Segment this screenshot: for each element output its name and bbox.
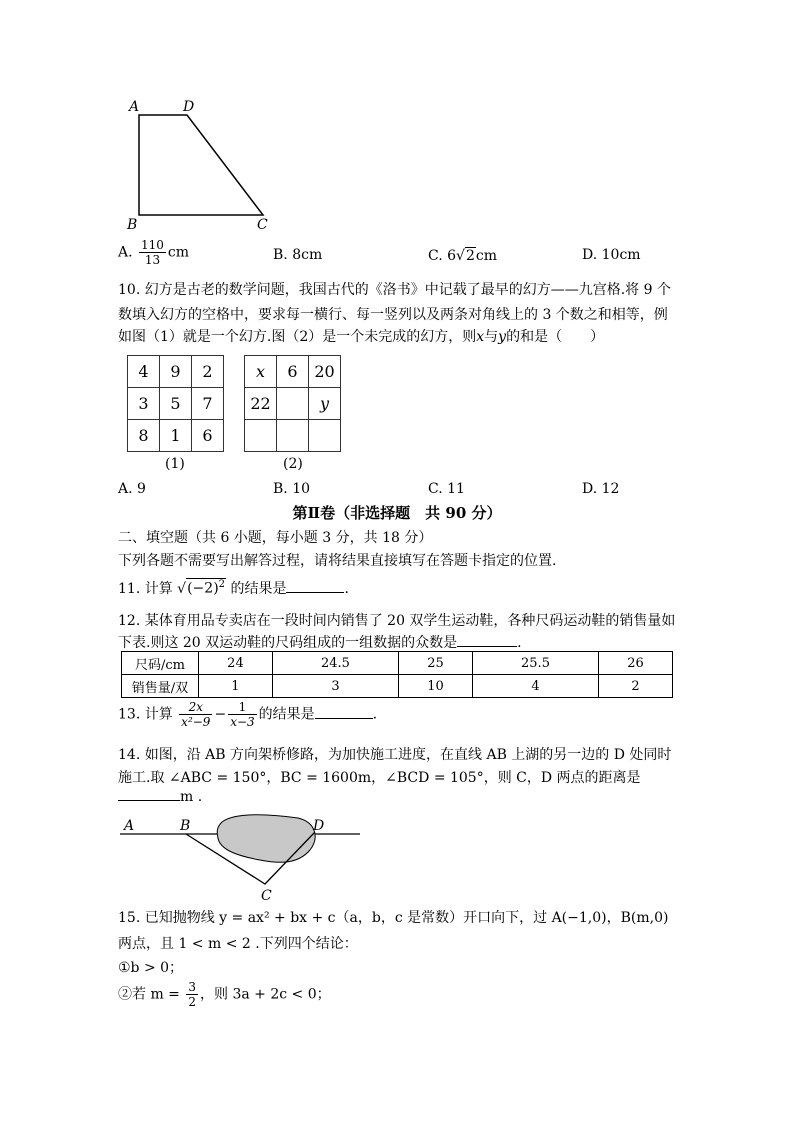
table-row: 尺码/cm 24 24.5 25 25.5 26 — [122, 652, 673, 675]
q11-answer-blank[interactable] — [286, 592, 344, 593]
fig14-label-a: A — [124, 818, 135, 834]
q9-option-a[interactable]: A. $\frac{110}{13}$ cm — [118, 238, 190, 267]
fig14-label-d: D — [313, 818, 325, 834]
q14-lake-figure — [120, 812, 370, 904]
label-c: C — [257, 217, 268, 233]
q9-option-d[interactable]: D. 10cm — [582, 247, 641, 263]
q15-line2: 两点，且 1 < m < 2 .下列四个结论： — [118, 936, 358, 952]
q12-line1: 12. 某体育用品专卖店在一段时间内销售了 20 双学生运动鞋，各种尺码运动鞋的销售量如 — [118, 613, 676, 629]
q9-option-b[interactable]: B. 8cm — [273, 247, 323, 263]
grid2-caption: (2) — [283, 456, 303, 472]
q10-line2: 数填入幻方的空格中，要求每一横行、每一竖列以及两条对角线上的 3 个数之和相等，例 — [118, 307, 668, 323]
q14-line2: 施工.取 ∠ABC = 150°，BC = 1600m，∠BCD = 105°，则 C，D 两点的距离是 — [118, 770, 641, 786]
q13: 13. 计算 $\frac{2x}{\text{x²−9}}$ − $\frac{1}{x-3}$ 的结果是 . — [118, 700, 378, 729]
table-row: 销售量/双 1 3 10 4 2 — [122, 675, 673, 698]
section-title: 第Ⅱ卷（非选择题 共 90 分） — [292, 504, 502, 522]
section-part: 二、填空题（共 6 小题，每小题 3 分，共 18 分） — [118, 530, 433, 546]
q14-line1: 14. 如图，沿 AB 方向架桥修路，为加快施工进度，在直线 AB 上湖的另一边的 D 处同时 — [118, 747, 672, 763]
magic-square-1: 4 9 2 3 5 7 8 1 6 — [127, 355, 224, 452]
fig14-label-b: B — [180, 818, 191, 834]
q10-line1: 10. 幻方是古老的数学问题，我国古代的《洛书》中记载了最早的幻方——九宫格.将 9 个 — [118, 282, 671, 298]
q10-line3: 如图（1）就是一个幻方.图（2）是一个未完成的幻方，则x与y的和是（ ） — [118, 329, 605, 345]
q10-option-b[interactable]: B. 10 — [273, 481, 311, 497]
grid1-caption: (1) — [165, 456, 185, 472]
q13-answer-blank[interactable] — [315, 718, 373, 719]
label-a: A — [129, 99, 140, 115]
q12-line2: 下表.则这 20 双运动鞋的尺码组成的一组数据的众数是 . — [118, 635, 522, 651]
magic-square-2: x 6 20 22 y — [244, 355, 341, 452]
q12-answer-blank[interactable] — [457, 646, 517, 647]
shoe-size-table — [121, 651, 673, 698]
q15-conclusion-1: ①b > 0； — [118, 960, 184, 976]
q15-conclusion-2: ②若 m = $\frac{3}{2}$ ，则 3a + 2c < 0； — [118, 980, 331, 1009]
q14-line3: m . — [118, 789, 202, 805]
q15-line1: 15. 已知抛物线 y = ax² + bx + c（a，b，c 是常数）开口向下，过 A(−1,0)，B(m,0) — [118, 910, 669, 926]
q9-option-c[interactable]: C. 6√2cm — [428, 248, 498, 264]
q9-trapezoid-figure — [125, 95, 285, 235]
q10-option-a[interactable]: A. 9 — [118, 481, 146, 497]
label-b: B — [127, 217, 138, 233]
section-instruction: 下列各题不需要写出解答过程，请将结果直接填写在答题卡指定的位置. — [118, 553, 557, 569]
q10-option-d[interactable]: D. 12 — [582, 481, 620, 497]
label-d: D — [183, 99, 195, 115]
fig14-label-c: C — [261, 888, 272, 904]
q14-answer-blank[interactable] — [118, 800, 180, 801]
q10-option-c[interactable]: C. 11 — [428, 481, 465, 497]
q11: 11. 计算 $√(-2)^2$ 的结果是 . — [118, 579, 349, 597]
